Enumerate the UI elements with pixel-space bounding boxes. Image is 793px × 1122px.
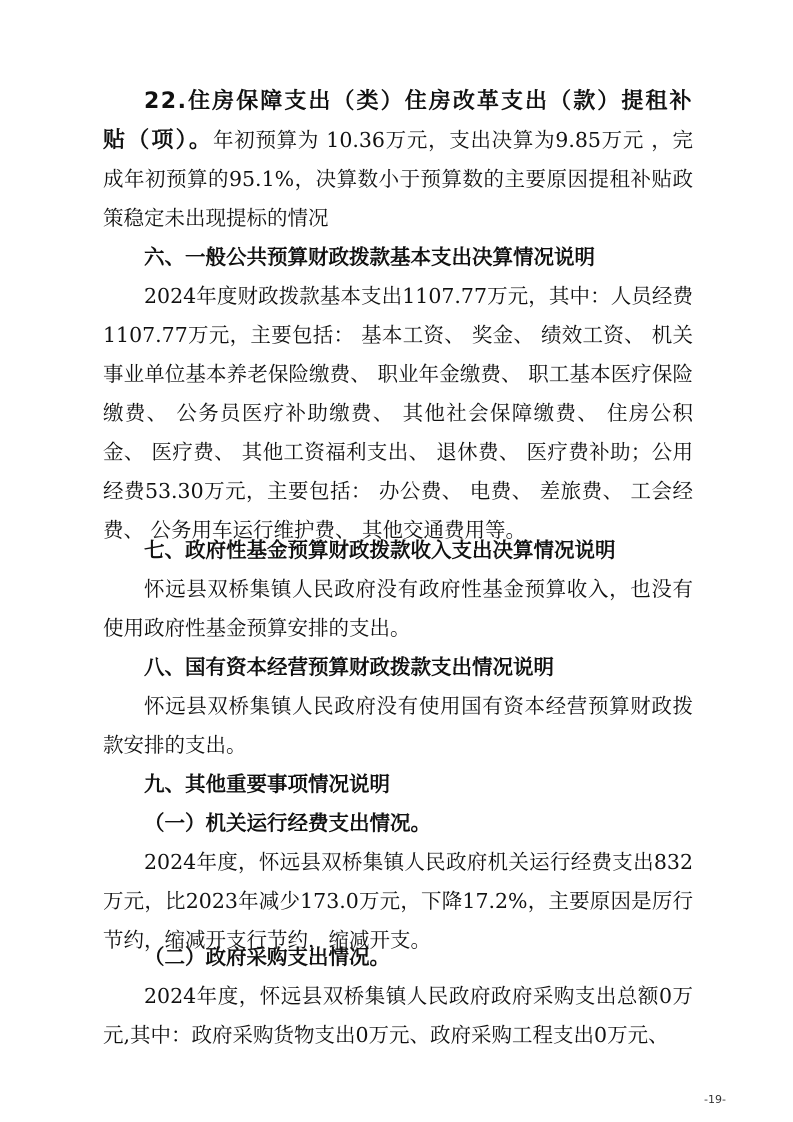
section-text-8: 怀远县双桥集镇人民政府没有使用国有资本经营预算财政拨款安排的支出。	[103, 694, 693, 757]
section-title-9: 九、其他重要事项情况说明	[144, 772, 390, 796]
section-title-7: 七、政府性基金预算财政拨款收入支出决算情况说明	[144, 538, 616, 562]
page-number: -19-	[704, 1093, 726, 1106]
section-text-7: 怀远县双桥集镇人民政府没有政府性基金预算收入，也没有使用政府性基金预算安排的支出。	[103, 577, 693, 640]
item-text: 年初预算为 10.36万元，支出决算为9.85万元 ，完成年初预算的95.1%，决算数小于预算数的主要原因提租补贴政策稳定未出现提标的情况	[103, 128, 693, 230]
subsection-text-2: 2024年度，怀远县双桥集镇人民政府政府采购支出总额0万元,其中：政府采购货物支出0万元、政府采购工程支出0万元、	[103, 984, 693, 1047]
item-heading: 22.住房保障支出（类）住房改革支出（款）提租补贴（项）。	[103, 89, 693, 153]
section-title-8: 八、国有资本经营预算财政拨款支出情况说明	[144, 655, 554, 679]
subsection-title-1: （一）机关运行经费支出情况。	[144, 811, 431, 835]
section-text-6: 2024年度财政拨款基本支出1107.77万元，其中：人员经费1107.77万元，主要包括： 基本工资、 奖金、 绩效工资、 机关事业单位基本养老保险缴费、 职业年金缴费、 职工基本医疗保险缴费、 公务员医疗补助缴费、 其他社会保障缴费、 住房公积金、 医疗费、 其他工资福利支出、 退休费、 医疗费补助；公用经费53.30万元，主要包括： 办公费、 电费、 差旅费、 工会经费、 公务用车运行维护费、 其他交通费用等。	[103, 284, 693, 542]
paragraph-housing-subsidy	[103, 82, 693, 238]
subsection-title-2: （二）政府采购支出情况。	[144, 945, 390, 969]
subsection-text-1: 2024年度，怀远县双桥集镇人民政府机关运行经费支出832万元，比2023年减少173.0万元，下降17.2%，主要原因是厉行节约，缩减开支行节约，缩减开支。	[103, 850, 693, 952]
section-title-6: 六、一般公共预算财政拨款基本支出决算情况说明	[144, 245, 595, 269]
